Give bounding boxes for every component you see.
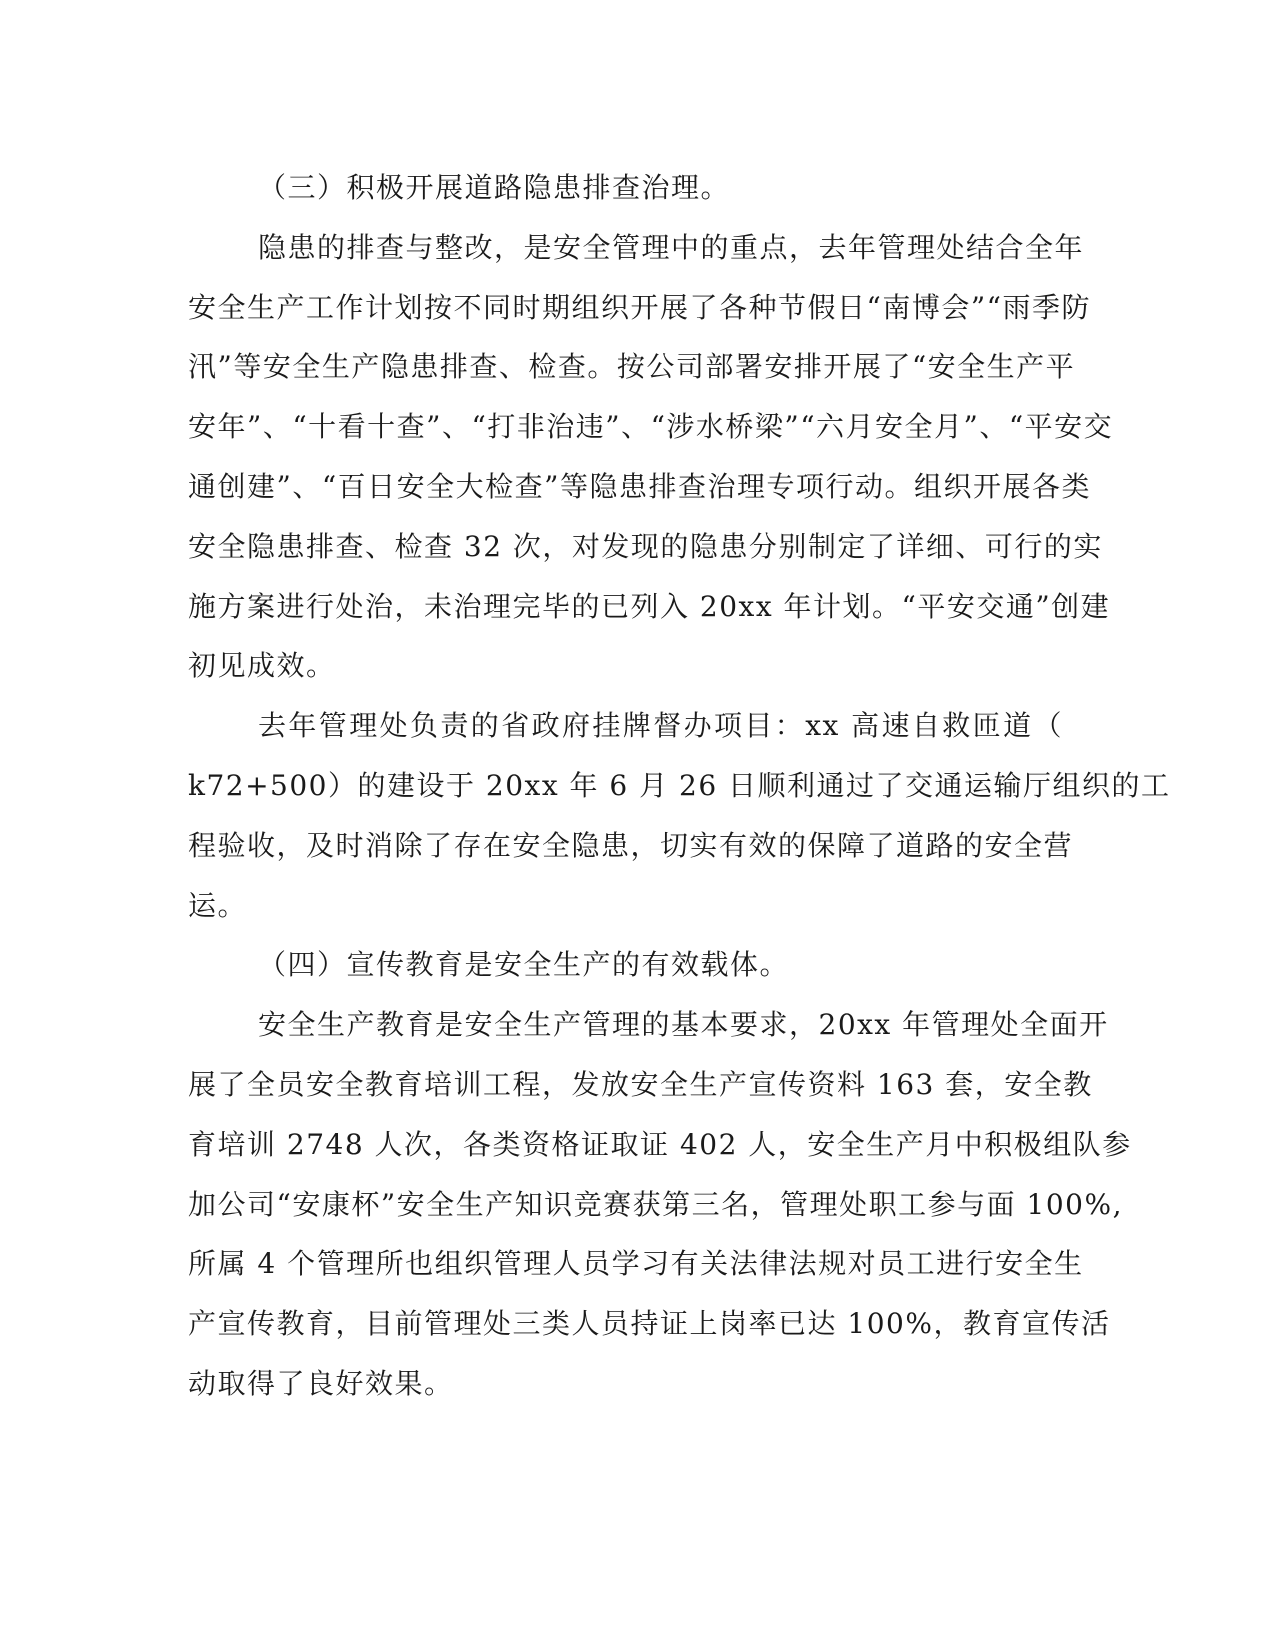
text-line: 通创建”、“百日安全大检查”等隐患排查治理专项行动。组织开展各类 [188,469,1091,503]
text-line: 去年管理处负责的省政府挂牌督办项目：xx 高速自救匝道（ [258,709,1063,743]
text-line: 产宣传教育，目前管理处三类人员持证上岗率已达 100%，教育宣传活 [188,1307,1111,1341]
section-heading-4: （四）宣传教育是安全生产的有效载体。 [258,948,790,982]
text-line: 所属 4 个管理所也组织管理人员学习有关法律法规对员工进行安全生 [188,1247,1084,1281]
text-line: 程验收，及时消除了存在安全隐患，切实有效的保障了道路的安全营 [188,828,1074,862]
text-line: 展了全员安全教育培训工程，发放安全生产宣传资料 163 套，安全教 [188,1067,1093,1101]
text-line: 汛”等安全生产隐患排查、检查。按公司部署安排开展了“安全生产平 [188,350,1076,384]
text-line: k72+500）的建设于 20xx 年 6 月 26 日顺利通过了交通运输厅组织的工 [188,768,1171,802]
text-line: 育培训 2748 人次，各类资格证取证 402 人，安全生产月中积极组队参 [188,1127,1132,1161]
text-line: 安年”、“十看十查”、“打非治违”、“涉水桥梁”“六月安全月”、“平安交 [188,410,1114,444]
text-line: 安全生产教育是安全生产管理的基本要求，20xx 年管理处全面开 [258,1008,1109,1042]
text-line: 施方案进行处治，未治理完毕的已列入 20xx 年计划。“平安交通”创建 [188,589,1111,623]
document-body [188,158,1171,1414]
text-line: 安全生产工作计划按不同时期组织开展了各种节假日“南博会”“雨季防 [188,290,1091,324]
text-line: 动取得了良好效果。 [188,1366,454,1400]
section-heading-3: （三）积极开展道路隐患排查治理。 [258,171,731,204]
text-line: 初见成效。 [188,649,336,683]
text-line: 隐患的排查与整改，是安全管理中的重点，去年管理处结合全年 [258,230,1085,264]
text-line: 加公司“安康杯”安全生产知识竞赛获第三名，管理处职工参与面 100%, [188,1187,1123,1221]
text-line: 运。 [188,888,248,922]
text-line: 安全隐患排查、检查 32 次，对发现的隐患分别制定了详细、可行的实 [188,529,1103,563]
